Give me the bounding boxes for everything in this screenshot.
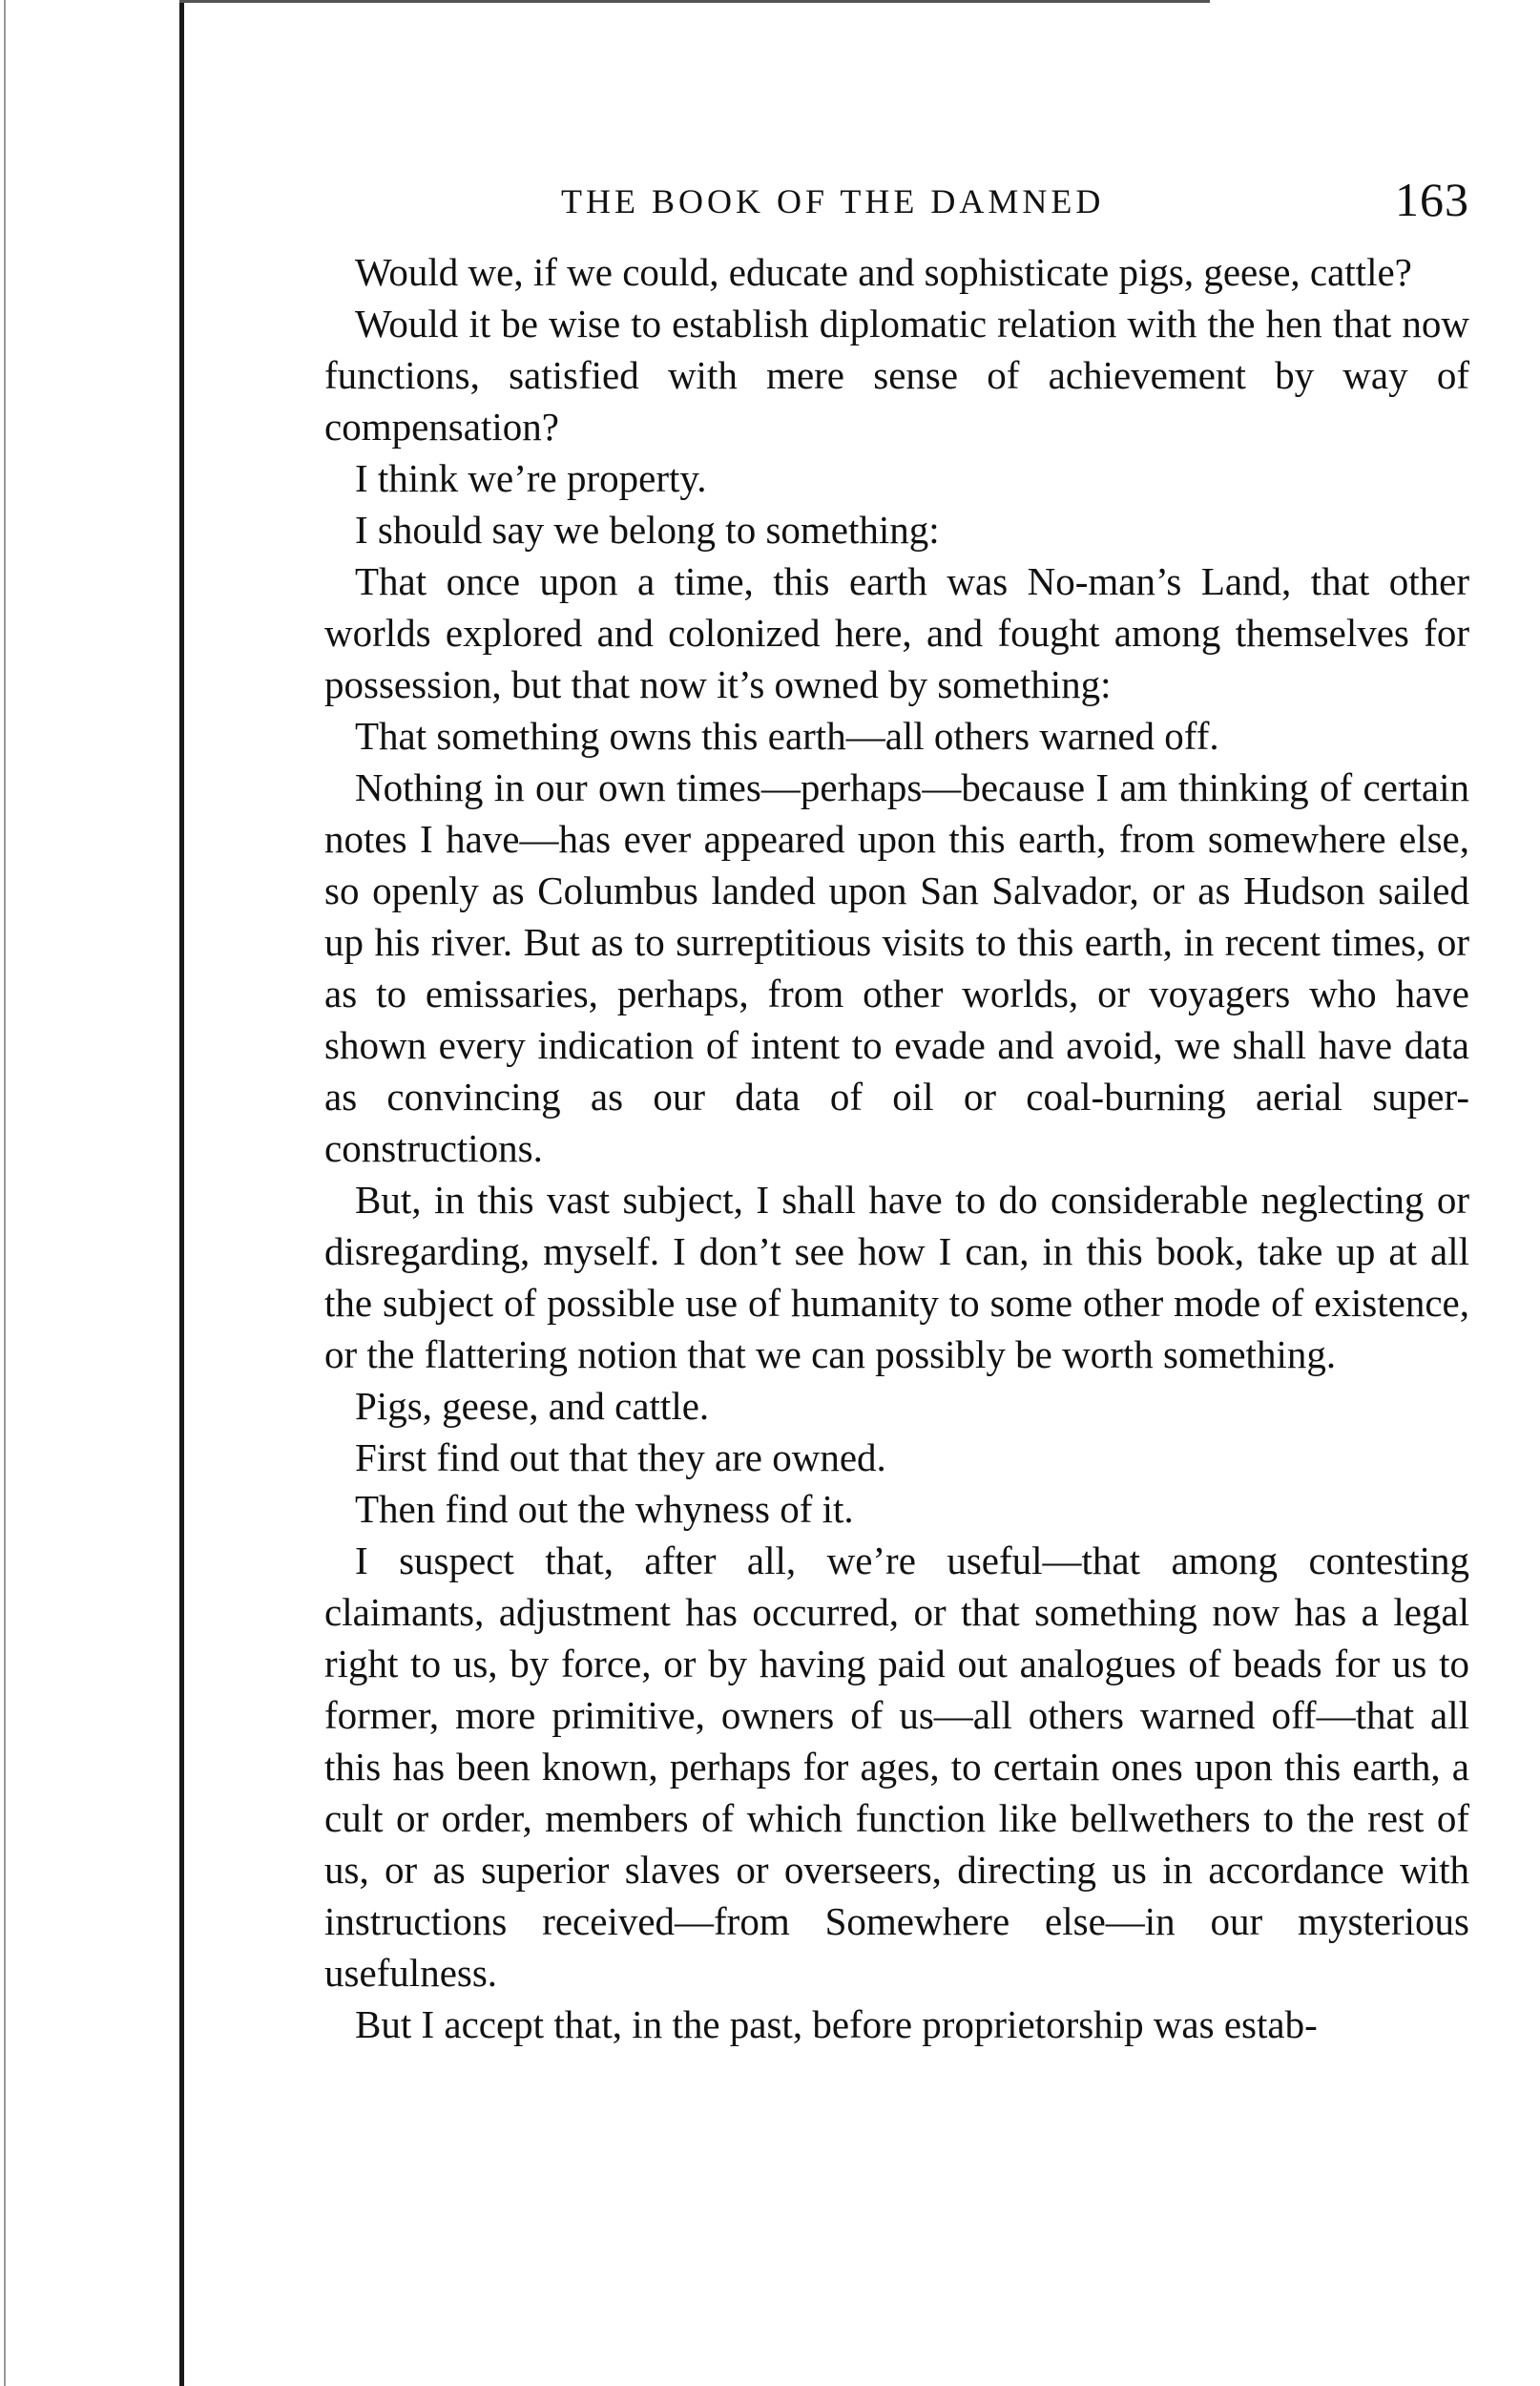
- paragraph: But, in this vast subject, I shall have to do considerable neglecting or disregarding, myself. I don’t see how I can, in this book, take up at all the subject of possible use of humanity to some other mode of existence, or the flattering notion that we can possibly be worth something.: [324, 1178, 1469, 1376]
- paragraph: First find out that they are owned.: [355, 1435, 886, 1479]
- book-page: [324, 170, 1469, 2050]
- paragraph: Would we, if we could, educate and sophisticate pigs, geese, cattle?: [355, 250, 1412, 294]
- paragraph: I think we’re property.: [355, 456, 707, 500]
- paragraph: That once upon a time, this earth was No-man’s Land, that other worlds explored and colonized here, and fought among themselves for possession, but that now it’s owned by something:: [324, 559, 1469, 706]
- running-head: [324, 170, 1469, 246]
- paragraph: But I accept that, in the past, before proprietorship was estab-: [355, 2002, 1318, 2046]
- body-text: [324, 246, 1469, 2050]
- paragraph: I should say we belong to something:: [355, 508, 940, 552]
- page-number: 163: [1395, 173, 1469, 226]
- scan-edge-thin: [4, 0, 6, 2386]
- scan-edge-binding: [179, 0, 184, 2386]
- paragraph: That something owns this earth—all others warned off.: [355, 714, 1219, 758]
- paragraph: Nothing in our own times—perhaps—because I am thinking of certain notes I have—has ever appeared upon this earth, from somewhere else, so openly as Columbus landed upon San Salvador, or as Hudson sailed up his river. But as to surreptitious visits to this earth, in recent times, or as to emissaries, perhaps, from other worlds, or voyagers who have shown every indication of intent to evade and avoid, we shall have data as convincing as our data of oil or coal-burning aerial super-constructions.: [324, 765, 1469, 1170]
- paragraph: I suspect that, after all, we’re useful—that among contesting claimants, adjustment has occurred, or that something now has a legal right to us, by force, or by having paid out analogues of beads for us to former, more primitive, owners of us—all others warned off—that all this has been known, perhaps for ages, to certain ones upon this earth, a cult or order, members of which function like bellwethers to the rest of us, or as superior slaves or overseers, directing us in accordance with instructions received—from Somewhere else—in our mysterious usefulness.: [324, 1538, 1469, 1995]
- paragraph: Pigs, geese, and cattle.: [355, 1384, 710, 1428]
- scan-edge-top: [179, 0, 1210, 3]
- paragraph: Would it be wise to establish diplomatic relation with the hen that now functions, satisfied with mere sense of achievement by way of compensation?: [324, 302, 1469, 449]
- running-title: THE BOOK OF THE DAMNED: [561, 182, 1105, 220]
- paragraph: Then find out the whyness of it.: [355, 1487, 854, 1531]
